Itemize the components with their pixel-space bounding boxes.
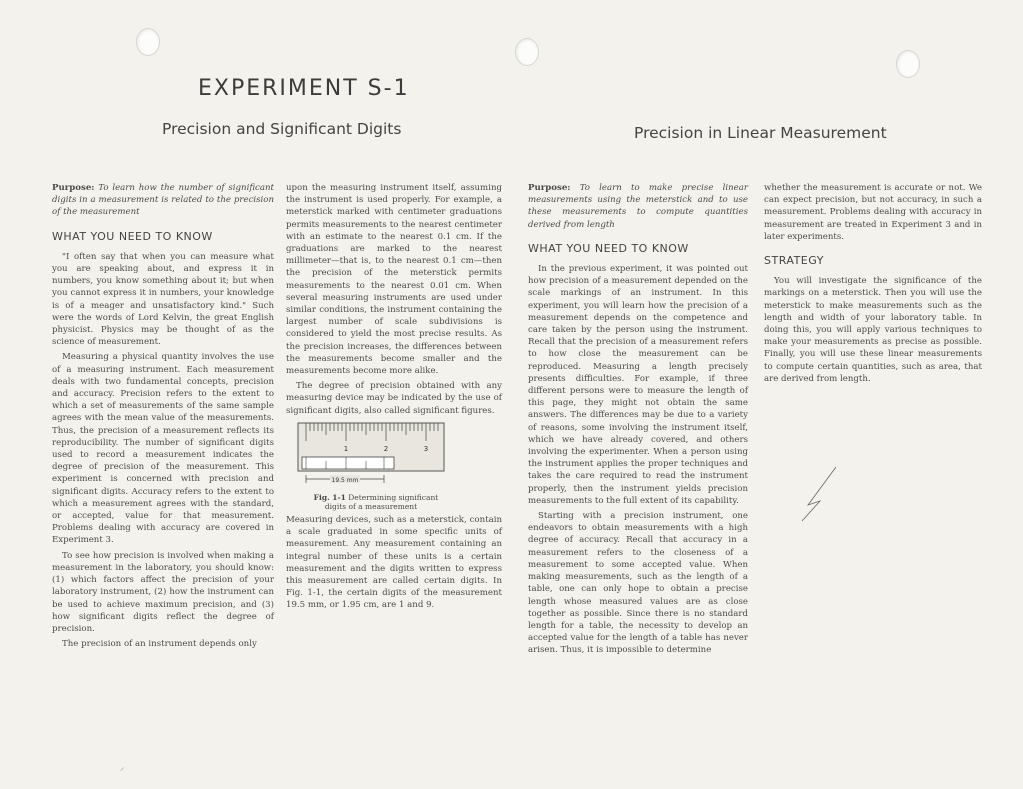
experiment-title: EXPERIMENT S-1 [198,76,410,101]
paragraph: To see how precision is involved when making a measurement in the laboratory, you should know: (1) which factors affect the precision of your laboratory instrument, (2) how the instrument can be used to achieve maximum precision, and (3) how significant digits reflect the degree of precision. [52,550,274,634]
left-page-column-1 [52,182,274,653]
purpose-text: To learn to make precise linear measurements using the meterstick and to use these measurements to compute quantities derived from length [528,183,748,230]
purpose-text: To learn how the number of significant digits in a measurement is related to the precision of the measurement [52,183,274,218]
figure-caption-label: Fig. 1-1 [313,493,346,503]
figure-caption [296,493,446,511]
scan-artifact-mark: ⸝ [120,763,125,773]
section-heading-need: WHAT YOU NEED TO KNOW [52,229,213,243]
purpose-block [528,182,748,231]
left-section-title: Precision and Significant Digits [162,120,402,138]
pencil-mark [800,465,840,525]
purpose-block [52,182,274,219]
right-section-title: Precision in Linear Measurement [634,124,887,142]
right-page-column-2 [764,182,982,388]
figure-ruler [296,421,446,511]
paragraph: Measuring devices, such as a meterstick, contain a scale graduated in some specific units of measurement. Any measurement containing an integral number of these units is a certain measurement and the digits written to express this measurement are called certain digits. In Fig. 1-1, the certain digits of the measurement 19.5 mm, or 1.95 cm, are 1 and 9. [286,515,502,611]
figure-caption-text: Determining significant digits of a measurement [324,493,439,512]
paragraph: Measuring a physical quantity involves the use of a measuring instrument. Each measurement deals with two fundamental concepts, precision and accuracy. Precision refers to the extent to which a set of measurements of the same sample agrees with the mean value of the measurements. Thus, the precision of a measurement reflects its reproducibility. The number of significant digits used to record a measurement indicates the degree of precision of the measurement. This experiment is concerned with precision and significant digits. Accuracy refers to the extent to which a measurement agrees with the standard, or accepted, value for that measurement. Problems dealing with accuracy are covered in Experiment 3. [52,352,274,546]
ruler-tick-label: 3 [423,444,429,453]
ruler-tick-label: 1 [343,444,349,453]
binder-hole-left [136,28,160,56]
paragraph: You will investigate the significance of the markings on a meterstick. Then you will use the meterstick to make measurements such as the length and width of your laboratory table. In doing this, you will apply various techniques to make your measurements as precise as possible. Finally, you will use these linear measurements to compute certain quantities, such as area, that are derived from length. [764,276,982,384]
paragraph: Starting with a precision instrument, one endeavors to obtain measurements with a high degree of accuracy. Recall that accuracy in a measurement refers to the closeness of a measurement to some accepted value. When making measurements, such as the length of a table, one can only hope to obtain a precise length whose measured values are as close together as possible. Since there is no standard length for a table, the necessity to develop an accepted value for the length of a table has never arisen. Thus, it is impossible to determine [528,511,748,656]
section-heading-strategy: STRATEGY [764,254,824,268]
paragraph: upon the measuring instrument itself, assuming the instrument is used properly. For example, a meterstick marked with centimeter graduations permits measurements to the nearest centimeter with an estimate to the nearest 0.1 cm. If the graduations are marked to the nearest millimeter—that is, to the nearest 0.1 cm—then the precision of the meterstick permits measurements to the nearest 0.01 cm. When several measuring instruments are used under similar conditions, the instrument containing the largest number of scale subdivisions is considered to yield the most precise results. As the precision increases, the differences between the measurements become smaller and the measurements become more alike. [286,183,502,377]
ruler-dimension-label: 19.5 mm [331,476,359,484]
binder-hole-right [896,50,920,78]
purpose-label: Purpose: [528,183,571,193]
right-page-column-1 [528,182,748,660]
paragraph: In the previous experiment, it was pointed out how precision of a measurement depended on the scale markings of an instrument. In this experiment, you will learn how the precision of a measurement depends on the competence and care taken by the person using the instrument. Recall that the precision of a measurement refers to how close the measurement can be reproduced. Measuring a length precisely presents difficulties. For example, if three different persons were to measure the length of this page, they might not obtain the same answers. The differences may be due to a variety of reasons, some involving the instrument itself, which we have already covered, and others involving the experimenter. When a person using the instrument applies the proper techniques and takes the care required to read the instrument properly, then the instrument yields precision measurements to the full extent of its capability. [528,264,748,506]
paragraph: The precision of an instrument depends only [62,639,257,650]
binder-hole-center [515,38,539,66]
paragraph: The degree of precision obtained with any measuring device may be indicated by the use of significant digits, also called significant figures. [286,381,502,416]
section-heading-need: WHAT YOU NEED TO KNOW [528,241,689,255]
paragraph: whether the measurement is accurate or not. We can expect precision, but not accuracy, in such a measurement. Problems dealing with accuracy in measurement are treated in Experiment 3 and in later experiments. [764,183,982,242]
paragraph: "I often say that when you can measure what you are speaking about, and express it in numbers, you know something about it; but when you cannot express it in numbers, your knowledge is of a meager and unsatisfactory kind." Such were the words of Lord Kelvin, the great English physicist. Physics may be thought of as the science of measurement. [52,251,274,348]
ruler-illustration [296,421,446,489]
left-page-column-2 [286,182,502,615]
purpose-label: Purpose: [52,183,95,193]
ruler-tick-label: 2 [383,444,389,453]
